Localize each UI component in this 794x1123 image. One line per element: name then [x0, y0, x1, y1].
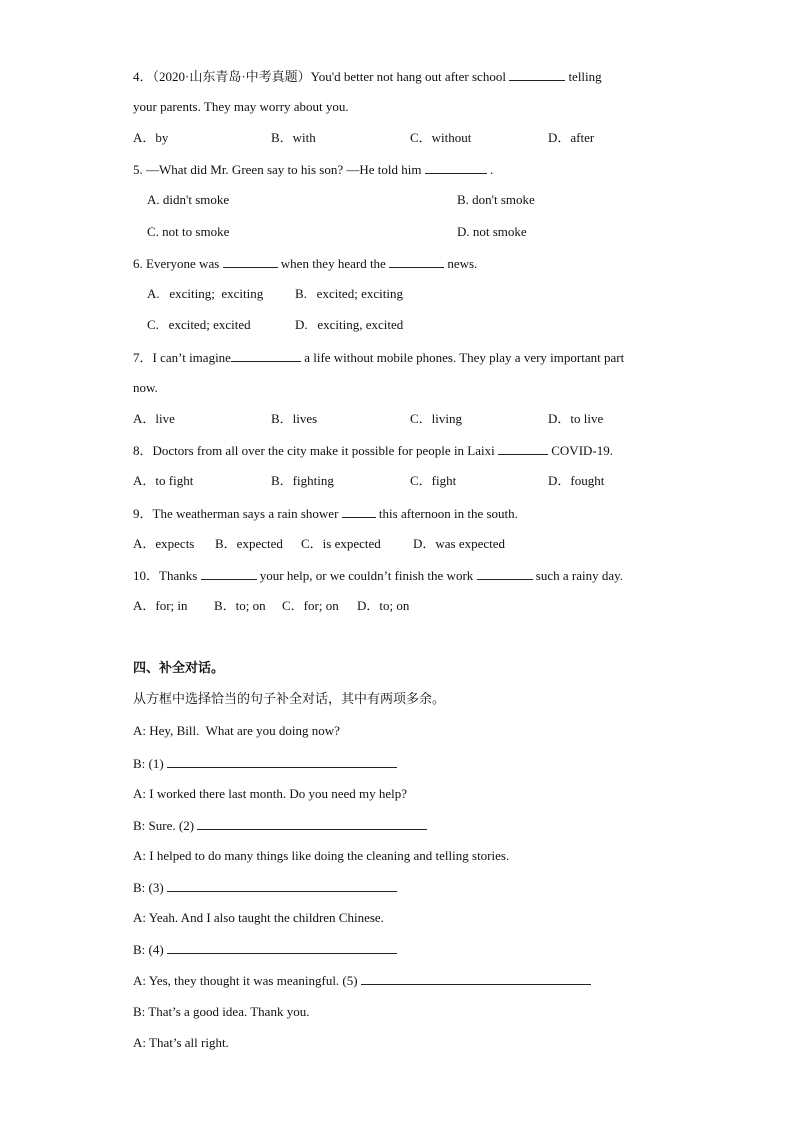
question-7-stem-continued: now.	[133, 380, 158, 395]
question-4-stem-continued: your parents. They may worry about you.	[133, 99, 349, 114]
question-6-stem-text-mid: when they heard the	[277, 256, 390, 271]
question-7-option-a: A．live	[133, 411, 175, 426]
answer-blank	[223, 255, 278, 268]
question-8-option-c: C．fight	[410, 473, 457, 488]
dialogue-line: A: I helped to do many things like doing the cleaning and telling stories.	[133, 848, 510, 863]
answer-blank	[201, 567, 257, 580]
dialogue-line: A: Yeah. And I also taught the children Chinese.	[133, 910, 384, 925]
question-4-option-b: B．with	[271, 130, 316, 145]
question-7-option-d: D．to live	[548, 411, 604, 426]
answer-blank	[498, 442, 548, 455]
answer-blank	[197, 817, 427, 830]
answer-blank	[425, 161, 487, 174]
dialogue-line-text: B: (3)	[133, 880, 167, 895]
question-10-option-c: C．for; on	[282, 598, 339, 613]
dialogue-line	[133, 941, 397, 958]
question-10-stem	[133, 567, 623, 584]
question-8-stem-text-b: COVID-19.	[548, 443, 613, 458]
dialogue-line	[133, 817, 427, 834]
question-5-option-c: C. not to smoke	[147, 224, 230, 239]
question-6-option-d: D. exciting, excited	[295, 317, 404, 332]
question-7-option-c: C．living	[410, 411, 463, 426]
question-7-stem-text-b: a life without mobile phones. They play a very important part	[300, 350, 625, 365]
question-10-option-d: D．to; on	[357, 598, 410, 613]
question-10-option-a: A．for; in	[133, 598, 188, 613]
dialogue-line	[133, 755, 397, 772]
question-4-stem	[133, 68, 602, 85]
question-4-stem-text-b: telling	[565, 69, 602, 84]
question-10-stem-text-mid: your help, or we couldn’t finish the work	[256, 568, 477, 583]
dialogue-line	[133, 879, 397, 896]
dialogue-line: B: That’s a good idea. Thank you.	[133, 1004, 310, 1019]
question-9-option-b: B．expected	[215, 536, 283, 551]
question-7-stem-text-a: 7．I can’t imagine	[133, 350, 231, 365]
question-9-option-d: D．was expected	[413, 536, 506, 551]
question-5-option-d: D. not smoke	[457, 224, 527, 239]
dialogue-line-text: A: Yes, they thought it was meaningful. (5)	[133, 973, 361, 988]
answer-blank	[167, 755, 397, 768]
question-9-stem-text-b: this afternoon in the south.	[375, 506, 518, 521]
question-4-option-a: A．by	[133, 130, 169, 145]
question-10-stem-text-b: such a rainy day.	[532, 568, 624, 583]
question-6-stem	[133, 255, 477, 272]
question-5-option-a: A. didn't smoke	[147, 192, 230, 207]
dialogue-line: A: Hey, Bill. What are you doing now?	[133, 723, 340, 738]
question-6-option-a: A. exciting; exciting	[147, 286, 264, 301]
dialogue-line	[133, 972, 591, 989]
question-9-option-c: C．is expected	[301, 536, 381, 551]
question-6-stem-text-b: news.	[444, 256, 478, 271]
question-4-stem-text-a: 4．（2020·山东青岛·中考真题）You'd better not hang out after school	[133, 69, 510, 84]
question-4-option-c: C．without	[410, 130, 472, 145]
answer-blank	[167, 941, 397, 954]
question-9-stem-text-a: 9．The weatherman says a rain shower	[133, 506, 342, 521]
dialogue-line: A: I worked there last month. Do you need my help?	[133, 786, 408, 801]
question-5-stem-text-b: .	[486, 162, 494, 177]
question-6-stem-text-a: 6. Everyone was	[133, 256, 223, 271]
question-10-option-b: B．to; on	[214, 598, 266, 613]
answer-blank	[477, 567, 533, 580]
dialogue-line: A: That’s all right.	[133, 1035, 229, 1050]
section-heading: 四、补全对话。	[133, 661, 225, 676]
question-5-stem	[133, 161, 493, 178]
question-9-option-a: A．expects	[133, 536, 195, 551]
answer-blank	[167, 879, 397, 892]
dialogue-line-text: B: Sure. (2)	[133, 818, 198, 833]
answer-blank	[342, 505, 376, 518]
answer-blank	[361, 972, 591, 985]
answer-blank	[389, 255, 444, 268]
question-7-stem	[133, 349, 624, 366]
answer-blank	[509, 68, 565, 81]
question-6-option-b: B. excited; exciting	[295, 286, 403, 301]
question-4-option-d: D．after	[548, 130, 595, 145]
question-8-option-a: A．to fight	[133, 473, 194, 488]
question-8-option-b: B．fighting	[271, 473, 334, 488]
section-instruction: 从方框中选择恰当的句子补全对话，其中有两项多余。	[133, 692, 446, 707]
question-8-stem	[133, 442, 613, 459]
question-5-stem-text-a: 5. —What did Mr. Green say to his son? —He told him	[133, 162, 425, 177]
question-7-option-b: B．lives	[271, 411, 318, 426]
question-6-option-c: C. excited; excited	[147, 317, 251, 332]
answer-blank	[231, 349, 301, 362]
question-10-stem-text-a: 10．Thanks	[133, 568, 201, 583]
question-5-option-b: B. don't smoke	[457, 192, 535, 207]
dialogue-line-text: B: (4)	[133, 942, 167, 957]
question-8-stem-text-a: 8．Doctors from all over the city make it possible for people in Laixi	[133, 443, 498, 458]
question-8-option-d: D．fought	[548, 473, 605, 488]
dialogue-line-text: B: (1)	[133, 756, 167, 771]
question-9-stem	[133, 505, 518, 522]
